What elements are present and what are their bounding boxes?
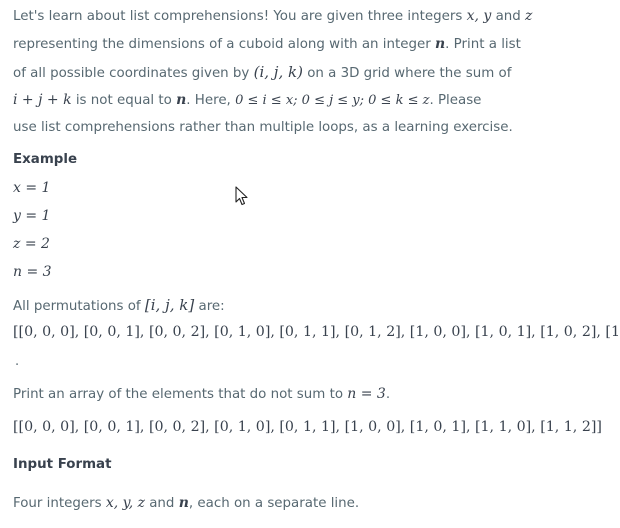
example-y-equation: y = 1 (13, 208, 51, 224)
print-text: . (385, 387, 391, 402)
math-constraints: 0 ≤ i ≤ x; 0 ≤ j ≤ y; 0 ≤ k ≤ z (235, 93, 430, 108)
example-n-equation: n = 3 (13, 264, 52, 280)
intro-line-4 (13, 90, 481, 111)
perm-text: All permutations of (13, 299, 145, 314)
separator-dot: . (15, 354, 20, 369)
intro-text: on a 3D grid where the sum of (302, 66, 512, 81)
intro-text: is not equal to (71, 93, 177, 108)
math-coordinate: (i, j, k) (253, 63, 303, 81)
intro-text: of all possible coordinates given by (13, 66, 254, 81)
intro-line-3 (13, 62, 511, 84)
intro-text: Let's learn about list comprehensions! You are given three integers (13, 9, 467, 24)
intro-text: and (491, 9, 526, 24)
all-permutations-array: [[0, 0, 0], [0, 0, 1], [0, 0, 2], [0, 1, 0], [0, 1, 1], [0, 1, 2], [1, 0, 0], [1, 0, 1], [1, 0, 2], [1 (13, 324, 620, 340)
math-var-z: z (525, 8, 533, 24)
permutations-label (13, 295, 225, 317)
mouse-pointer-icon (235, 186, 249, 206)
input-text: , each on a separate line. (188, 496, 360, 511)
example-z-equation: z = 2 (13, 236, 50, 252)
intro-text: . Here, (186, 93, 236, 108)
input-text: Four integers (13, 496, 106, 511)
example-x-equation: x = 1 (13, 180, 51, 196)
input-format-heading: Input Format (13, 457, 112, 472)
math-var-n: n (178, 495, 189, 511)
intro-text: use list comprehensions rather than multiple loops, as a learning exercise. (13, 120, 513, 135)
print-text: Print an array of the elements that do not sum to (13, 387, 348, 402)
perm-text: are: (194, 299, 225, 314)
example-heading: Example (13, 152, 78, 167)
intro-text: . Please (429, 93, 482, 108)
intro-line-5 (13, 118, 513, 138)
intro-text: representing the dimensions of a cuboid along with an integer (13, 37, 435, 52)
math-var-n: n (176, 92, 187, 108)
intro-line-2 (13, 34, 521, 55)
result-array: [[0, 0, 0], [0, 0, 1], [0, 0, 2], [0, 1, 0], [0, 1, 1], [1, 0, 0], [1, 0, 1], [1, 1, 0], [1, 1, 2]] (13, 419, 602, 435)
math-var-n: n (434, 36, 446, 52)
math-vars: x, y, z (105, 495, 145, 511)
input-text: and (144, 496, 179, 511)
math-n-equals-3: n = 3 (347, 386, 386, 402)
intro-line-1 (13, 6, 532, 27)
math-list-ijk: [i, j, k] (144, 296, 195, 314)
math-sum: i + j + k (13, 92, 72, 108)
print-instruction (13, 384, 390, 405)
intro-text: . Print a list (445, 37, 521, 52)
input-format-text (13, 493, 359, 514)
math-vars: x, y (466, 8, 492, 24)
